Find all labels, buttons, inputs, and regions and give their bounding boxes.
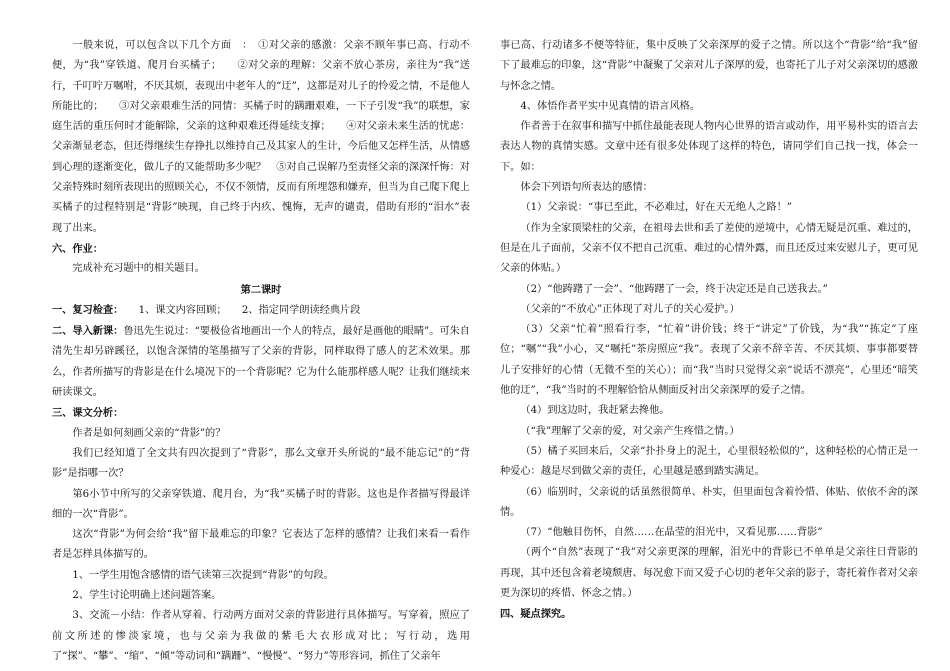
example-2: （2）“他踌躇了一会”、“他踌躇了一会，终于决定还是自己送我去。” — [520, 283, 828, 295]
heading-review: 一、复习检查： — [52, 303, 119, 316]
review-items: 1、课文内容回顾； 2、指定同学朗读经典片段 — [118, 304, 361, 316]
exercise-prompt: 体会下列语句所表达的感情： — [520, 182, 653, 194]
example-7-explanation: （两个“自然”表现了“我”对父亲更深的理解，泪光中的背影已不单单是父亲往日背影的再现，其中还包含着老境颓唐、每况愈下而又爱子心切的老年父亲的影子，寄托着作者对父亲更为深切的疼惜、怀念之情。） — [500, 547, 918, 600]
example-3: （3）父亲“忙着”照看行李，“忙着”讲价钱；终于“讲定”了价钱，为“我”“拣定”了座位；“嘱”“我”小心，又“嘱托”茶房照应“我”。表现了父亲不辞辛苦、不厌其烦、事事都要替儿子安排好的心情（无微不至的关心）；而“我”当时只觉得父亲“说话不漂亮”，心里还“暗笑他的迂”，“我”当时的不理解恰恰从侧面反衬出父亲深厚的爱子之情。 — [500, 324, 918, 397]
step-2: 2、学生讨论明确上述问题答案。 — [72, 590, 222, 602]
heading-homework: 六、作业： — [52, 242, 103, 255]
example-4-explanation: （“我”理解了父亲的爱，对父亲产生疼惜之情。） — [520, 425, 740, 437]
example-1: （1）父亲说：“事已至此，不必难过，好在天无绝人之路！” — [520, 202, 792, 214]
question-3: 这次“背影”为何会给“我”留下最难忘的印象？它表达了怎样的感情？让我们来看一看作者是怎样具体描写的。 — [52, 529, 470, 561]
example-4: （4）到这边时，我赶紧去搀他。 — [520, 405, 670, 417]
heading-text-analysis: 三、课文分析： — [52, 407, 124, 420]
step-1: 1、一学生用饱含感情的语气读第三次提到“背影”的句段。 — [72, 569, 334, 581]
example-2-explanation: （父亲的“不放心”正体现了对儿子的关心爱护。） — [520, 303, 740, 315]
review-check — [52, 300, 470, 321]
example-5: （5）橘子买回来后，父亲“扑扑身上的泥土，心里很轻松似的”，这种轻松的心情正是一种爱心：越是尽到做父亲的责任，心里越是感到踏实满足。 — [500, 445, 918, 478]
left-column — [52, 36, 470, 667]
answer-2: 第6小节中所写的父亲穿铁道、爬月台，为“我”买橘子时的背影。这也是作者描写得最详细的一次“背影”。 — [52, 488, 470, 520]
question-1: 作者是如何刻画父亲的“背影”的？ — [72, 427, 226, 439]
lesson-two-title: 第二课时 — [240, 283, 282, 296]
introduction — [52, 321, 470, 403]
paragraph-feelings-list: 一般来说，可以包含以下几个方面 ： ①对父亲的感激：父亲不顾年事已高、行动不便，为“我”穿铁道、爬月台买橘子； ②对父亲的理解：父亲不放心茶房，亲往为“我”送行，千叮咛万嘱咐，不厌其烦，表现出中老年人的“迂”，这都是对儿子的怜爱之情，不是他人所能比的； ③对父亲艰难生活的同情：买橘子时的蹒跚艰难，一下子引发“我”的联想，家庭生活的重压何时才能解除，父亲的这种艰难还得延续支撑； ④对父亲未来生活的忧虑：父亲渐显老态，但还得继续生存挣扎以维持自己及其家人的生计，今后他又怎样生活，从情感到心理的逐渐变化，做儿子的又能帮助多少呢？ ⑤对自己误解乃至责怪父亲的深深忏悔：对父亲特殊时刻所表现出的照顾关心，不仅不领情，反而有所埋怨和嫌弃，但当为自己爬下爬上买橘子的过程特别是“背影”映现，自己终于内疚、愧悔，无声的谴责，借助有形的“泪水”表现了出来。 — [52, 40, 470, 234]
language-style-text: 作者善于在叙事和描写中抓住最能表现人物内心世界的语言或动作，用平易朴实的语言去表达人物的真情实感。文章中还有很多处体现了这样的特色，请同学们自己找一找，体会一下。如： — [500, 121, 918, 173]
point-4: 4、体悟作者平实中见真情的语言风格。 — [520, 100, 701, 112]
introduction-text: 鲁迅先生说过：“要极俭省地画出一个人的特点，最好是画他的眼睛”。可朱自清先生却另辟蹊径，以饱含深情的笔墨描写了父亲的背影，同样取得了感人的艺术效果。那么，作者所描写的背影是在什么境况下的一个背影呢？它为什么能那样感人呢？让我们继续来研读课文。 — [52, 326, 470, 399]
step-3-summary: 3、交流－小结：作者从穿着、行动两方面对父亲的背影进行具体描写。写穿着，照应了前文所述的惨淡家境，也与父亲为我做的紫毛大衣形成对比；写行动，选用了“探”、“攀”、“缩”、“倾”等动词和“蹒跚”、“慢慢”、“努力”等形容词，抓住了父亲年 — [52, 610, 470, 662]
example-7: （7）“他触目伤怀，自然……在晶莹的泪光中，又看见那……背影” — [520, 527, 823, 539]
example-6: （6）临别时，父亲说的话虽然很简单、朴实，但里面包含着怜惜、体贴、依依不舍的深情。 — [500, 486, 918, 518]
example-1-explanation: （作为全家顶梁柱的父亲，在祖母去世和丢了差使的逆境中，心情无疑是沉重、难过的，但是在儿子面前，父亲不仅不把自己沉重、难过的心情外露，而且还反过来安慰儿子，更可见父亲的体贴。） — [500, 222, 918, 275]
summary-continuation: 事已高、行动诸多不便等特征，集中反映了父亲深厚的爱子之情。所以这个“背影”给“我”留下了最难忘的印象，这“背影”中凝聚了父亲对儿子深厚的爱，也寄托了儿子对父亲深切的感激与怀念之情。 — [500, 40, 918, 92]
right-column — [500, 36, 918, 625]
heading-introduction: 二、导入新课： — [52, 325, 124, 338]
heading-doubt-exploration: 四、疑点探究。 — [500, 608, 572, 621]
question-2: 我们已经知道了全文共有四次提到了“背影”，那么文章开头所说的“最不能忘记”的“背影”是指哪一次？ — [52, 447, 470, 480]
homework-text: 完成补充习题中的相关题目。 — [72, 263, 205, 275]
